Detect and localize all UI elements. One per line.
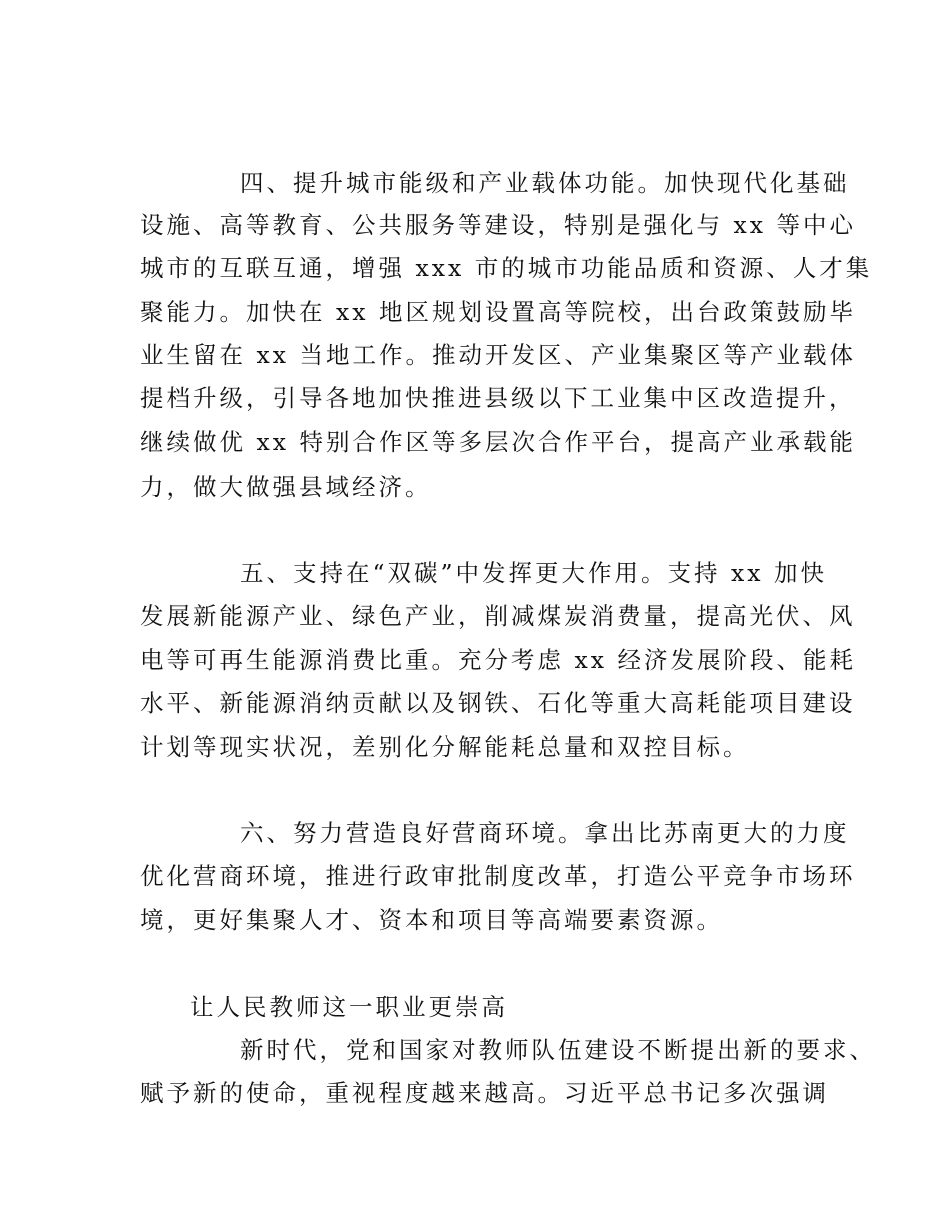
article-line: 赋予新的使命，重视程度越来越高。习近平总书记多次强调 [140,1079,829,1107]
section4-line: 提档升级，引导各地加快推进县级以下工业集中区改造提升， [140,384,856,412]
section4-line: 继续做优 xx 特别合作区等多层次合作平台，提高产业承载能 [140,428,856,456]
section5-line: 水平、新能源消纳贡献以及钢铁、石化等重大高耗能项目建设 [140,689,856,717]
section5-line: 电等可再生能源消费比重。充分考虑 xx 经济发展阶段、能耗 [140,646,856,674]
section6-line: 境，更好集聚人才、资本和项目等高端要素资源。 [140,906,723,934]
section4-line: 设施、高等教育、公共服务等建设，特别是强化与 xx 等中心 [140,211,856,239]
section4-line: 聚能力。加快在 xx 地区规划设置高等院校，出台政策鼓励毕 [140,298,856,326]
section4-line: 业生留在 xx 当地工作。推动开发区、产业集聚区等产业载体 [140,341,856,369]
section5-line: 五、支持在“双碳”中发挥更大作用。支持 xx 加快 [240,559,827,587]
section5-line: 发展新能源产业、绿色产业，削减煤炭消费量，提高光伏、风 [140,602,856,630]
article-line: 新时代，党和国家对教师队伍建设不断提出新的要求、 [240,1036,876,1064]
section6-line: 优化营商环境，推进行政审批制度改革，打造公平竞争市场环 [140,862,856,890]
section6-line: 六、努力营造良好营商环境。拿出比苏南更大的力度 [240,819,850,847]
section4-line: 城市的互联互通，增强 xxx 市的城市功能品质和资源、人才集 [140,254,873,282]
section4-line: 力，做大做强县域经济。 [140,473,432,501]
section5-line: 计划等现实状况，差别化分解能耗总量和双控目标。 [140,733,750,761]
section4-line: 四、提升城市能级和产业载体功能。加快现代化基础 [240,169,850,197]
article-title: 让人民教师这一职业更崇高 [190,993,508,1021]
